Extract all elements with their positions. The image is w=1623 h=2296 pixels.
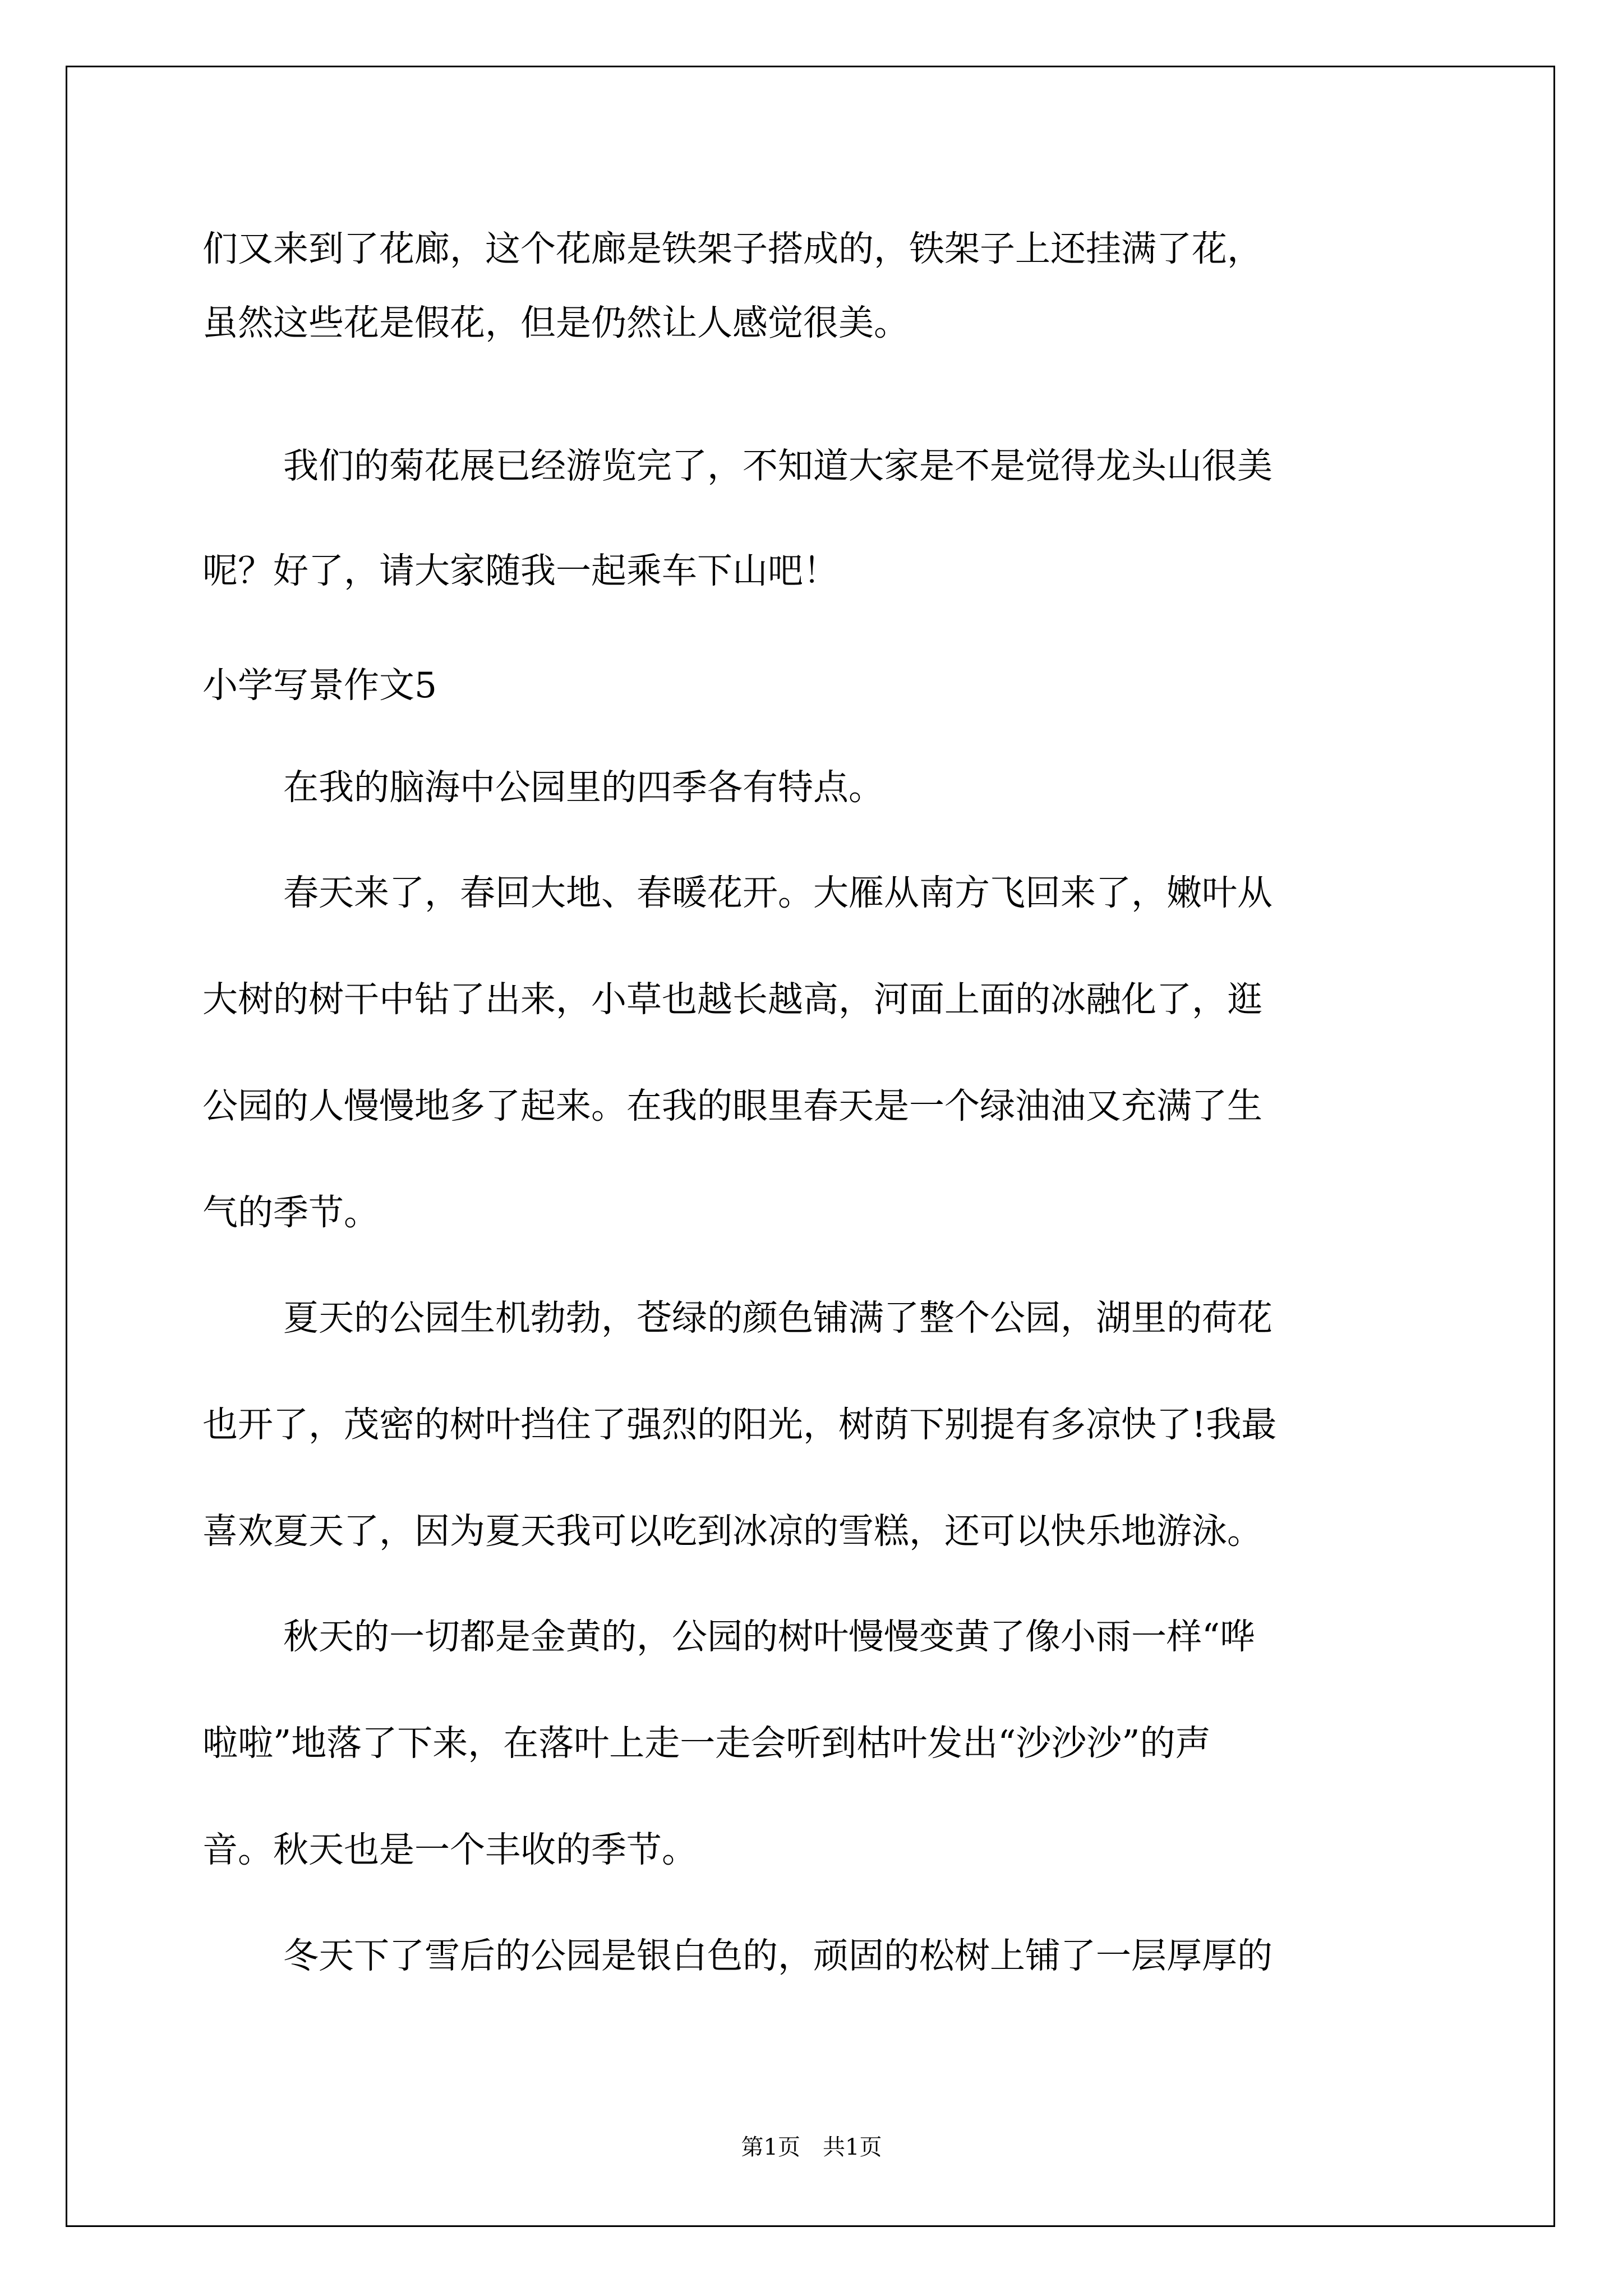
text-line: 我们的菊花展已经游览完了，不知道大家是不是觉得龙头山很美 (283, 445, 1272, 486)
text-line: 们又来到了花廊，这个花廊是铁架子搭成的，铁架子上还挂满了花， (202, 228, 1262, 269)
text-line: 音。秋天也是一个丰收的季节。 (202, 1829, 697, 1870)
text-line: 公园的人慢慢地多了起来。在我的眼里春天是一个绿油油又充满了生 (202, 1085, 1262, 1126)
page-border (66, 66, 1555, 2227)
text-line: 呢？好了，请大家随我一起乘车下山吧！ (202, 550, 838, 591)
text-line: 啦啦”地落了下来，在落叶上走一走会听到枯叶发出“沙沙沙”的声 (202, 1723, 1211, 1764)
text-line: 虽然这些花是假花，但是仍然让人感觉很美。 (202, 302, 909, 343)
text-line: 秋天的一切都是金黄的，公园的树叶慢慢变黄了像小雨一样“哗 (283, 1616, 1256, 1657)
text-line: 气的季节。 (202, 1192, 379, 1233)
text-line: 春天来了，春回大地、春暖花开。大雁从南方飞回来了，嫩叶从 (283, 872, 1272, 913)
text-line: 大树的树干中钻了出来，小草也越长越高，河面上面的冰融化了，逛 (202, 979, 1262, 1020)
text-line: 喜欢夏天了，因为夏天我可以吃到冰凉的雪糕，还可以快乐地游泳。 (202, 1511, 1262, 1552)
text-line: 夏天的公园生机勃勃，苍绿的颜色铺满了整个公园，湖里的荷花 (283, 1297, 1272, 1338)
page-footer: 第1页 共1页 (741, 2134, 882, 2160)
text-line: 也开了，茂密的树叶挡住了强烈的阳光，树荫下别提有多凉快了!我最 (202, 1404, 1277, 1445)
section-heading: 小学写景作文5 (202, 665, 437, 706)
text-line: 在我的脑海中公园里的四季各有特点。 (283, 767, 884, 808)
text-line: 冬天下了雪后的公园是银白色的，顽固的松树上铺了一层厚厚的 (283, 1935, 1272, 1976)
